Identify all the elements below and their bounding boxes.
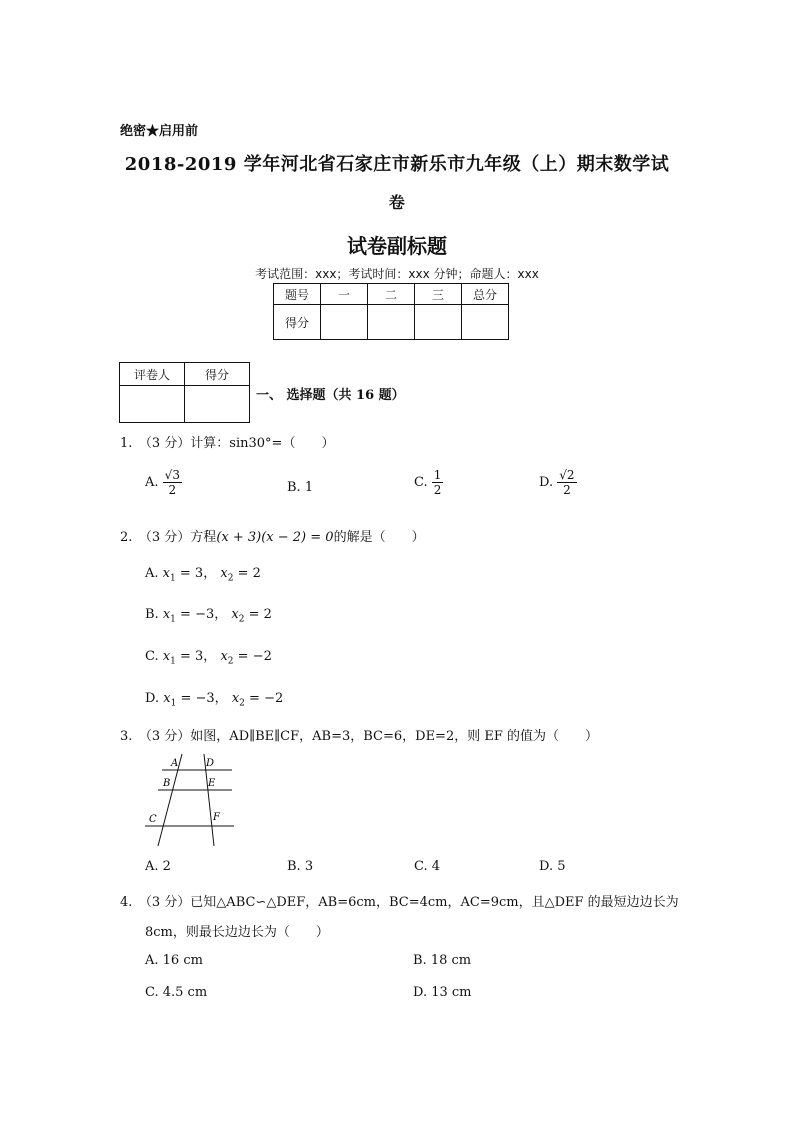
- subscript: 1: [170, 656, 176, 667]
- label-f: F: [213, 812, 220, 823]
- question-4-text-line2: 8cm，则最长边边长为（ ）: [145, 925, 329, 940]
- score-cell-1[interactable]: [321, 305, 368, 340]
- root-2: −2: [264, 691, 284, 706]
- question-2-prefix: 2. （3 分）方程: [120, 530, 217, 545]
- question-3-option-c[interactable]: C. 4: [414, 859, 441, 874]
- separator: ，: [203, 649, 217, 664]
- label-a: A: [171, 758, 179, 769]
- transversal-left: [158, 754, 182, 846]
- question-2-text: [120, 526, 425, 545]
- question-1-option-c[interactable]: [414, 468, 443, 497]
- grader-table: [119, 362, 250, 423]
- question-3-option-a[interactable]: A. 2: [145, 859, 171, 874]
- option-label: D.: [539, 475, 554, 490]
- option-label: C.: [414, 475, 428, 490]
- equals: =: [233, 566, 253, 581]
- fraction: $\frac{√3}{2}$: [164, 468, 180, 497]
- grader-table-blank-row: [120, 386, 250, 423]
- equals: =: [244, 691, 265, 706]
- score-header-cell: 总分: [462, 284, 509, 305]
- var-x: x: [231, 607, 239, 622]
- score-cell-total[interactable]: [462, 305, 509, 340]
- score-table: [273, 283, 509, 340]
- score-header-cell: 一: [321, 284, 368, 305]
- option-label: B.: [145, 607, 159, 622]
- question-1-text: 1. （3 分）计算：sin30°=（ ）: [120, 436, 335, 451]
- question-3-option-d[interactable]: D. 5: [539, 859, 566, 874]
- subscript: 2: [227, 656, 234, 667]
- var-x: x: [162, 566, 171, 581]
- option-label: A.: [145, 475, 159, 490]
- fraction: $\frac{√2}{2}$: [559, 468, 575, 497]
- label-e: E: [208, 778, 216, 789]
- label-c: C: [149, 814, 157, 825]
- question-4-option-a[interactable]: A. 16 cm: [145, 953, 203, 968]
- score-header-cell: 题号: [274, 284, 321, 305]
- equals: =: [176, 691, 196, 706]
- question-2-option-c[interactable]: [145, 645, 272, 667]
- fraction-denominator: 2: [563, 483, 571, 497]
- question-4-option-c[interactable]: C. 4.5 cm: [145, 985, 208, 1000]
- var-x: x: [162, 607, 171, 622]
- equals: =: [244, 607, 264, 622]
- score-cell-2[interactable]: [368, 305, 415, 340]
- question-4-option-d[interactable]: D. 13 cm: [413, 985, 472, 1000]
- parallel-lines-figure: [140, 750, 240, 850]
- grader-name-cell[interactable]: [120, 386, 185, 423]
- root-1: 3: [194, 566, 204, 581]
- grader-header-cell: 得分: [185, 363, 250, 386]
- option-label: B.: [287, 480, 301, 495]
- exam-subtitle: 试卷副标题: [347, 234, 447, 258]
- grader-score-cell[interactable]: [185, 386, 250, 423]
- subscript: 2: [227, 573, 234, 584]
- score-cell-3[interactable]: [415, 305, 462, 340]
- question-1-option-b[interactable]: [287, 480, 313, 495]
- equals: =: [175, 649, 196, 664]
- question-4-text-line1: 4. （3 分）已知△ABC∽△DEF，AB=6cm，BC=4cm，AC=9cm，且△DEF 的最短边边长为: [120, 895, 679, 910]
- exam-title-line2: 卷: [388, 193, 406, 212]
- subscript: 2: [239, 698, 245, 709]
- option-value: 1: [304, 480, 314, 495]
- label-d: D: [206, 758, 215, 769]
- root-2: −2: [252, 649, 272, 664]
- root-1: −3: [195, 607, 215, 622]
- question-2-option-b[interactable]: [145, 603, 272, 625]
- question-3-option-b[interactable]: B. 3: [287, 859, 314, 874]
- exam-title-line1: 2018-2019 学年河北省石家庄市新乐市九年级（上）期末数学试: [124, 154, 670, 175]
- separator: ，: [214, 691, 228, 706]
- option-label: C.: [145, 649, 159, 664]
- score-header-cell: 二: [368, 284, 415, 305]
- subscript: 1: [170, 573, 176, 584]
- question-2-option-d[interactable]: [145, 687, 283, 709]
- question-2-equation: (x + 3)(x − 2) = 0: [216, 530, 334, 545]
- exam-info: 考试范围：xxx；考试时间：xxx 分钟；命题人：xxx: [255, 267, 539, 281]
- grader-header-cell: 评卷人: [120, 363, 185, 386]
- var-x: x: [162, 649, 171, 664]
- equals: =: [175, 566, 195, 581]
- fraction-denominator: 2: [433, 483, 442, 497]
- subscript: 1: [170, 614, 176, 625]
- question-1-option-d[interactable]: [539, 468, 577, 497]
- separator: ，: [203, 566, 217, 581]
- fraction-denominator: 2: [168, 483, 177, 497]
- option-label: D.: [145, 691, 160, 706]
- score-row-label: 得分: [274, 305, 321, 340]
- fraction-numerator: 3: [172, 468, 180, 482]
- score-table-score-row: [274, 305, 509, 340]
- option-label: A.: [145, 566, 159, 581]
- question-3-text: 3. （3 分）如图，AD∥BE∥CF，AB=3，BC=6，DE=2，则 EF 的值为（ ）: [120, 729, 598, 744]
- equals: =: [175, 607, 196, 622]
- var-x: x: [220, 566, 228, 581]
- fraction-numerator: 2: [566, 468, 575, 482]
- question-2-option-a[interactable]: [145, 562, 261, 584]
- root-1: −3: [195, 691, 215, 706]
- var-x: x: [231, 691, 240, 706]
- section-title: 一、 选择题（共 16 题）: [256, 388, 405, 403]
- equals: =: [233, 649, 253, 664]
- question-1-option-a[interactable]: [145, 468, 182, 497]
- subscript: 2: [238, 614, 245, 625]
- question-4-option-b[interactable]: B. 18 cm: [413, 953, 472, 968]
- subscript: 1: [170, 698, 177, 709]
- var-x: x: [163, 691, 171, 706]
- score-table-header-row: [274, 284, 509, 305]
- root-2: 2: [252, 566, 261, 581]
- fraction: [432, 468, 444, 497]
- label-b: B: [163, 778, 171, 789]
- score-header-cell: 三: [415, 284, 462, 305]
- grader-table-header-row: [120, 363, 250, 386]
- question-2-suffix: 的解是（ ）: [333, 530, 425, 545]
- fraction-numerator: 1: [433, 468, 442, 482]
- confidential-mark: 绝密★启用前: [120, 124, 199, 139]
- root-2: 2: [263, 607, 272, 622]
- separator: ，: [214, 607, 228, 622]
- root-1: 3: [195, 649, 204, 664]
- var-x: x: [220, 649, 228, 664]
